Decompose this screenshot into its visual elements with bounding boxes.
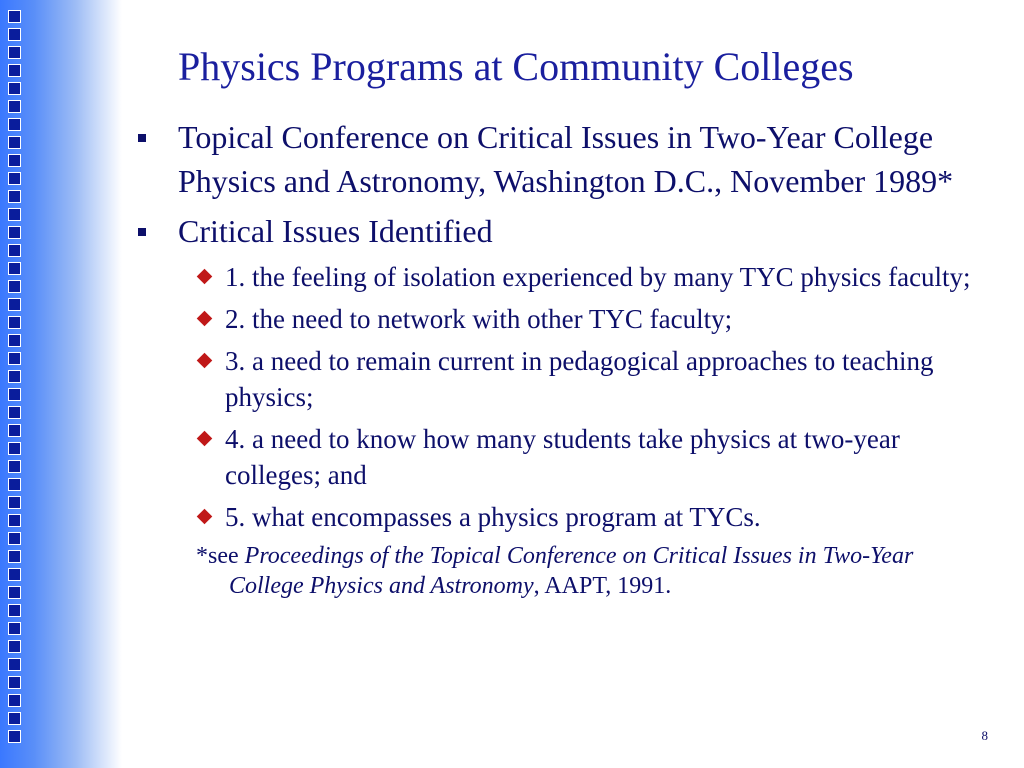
decorative-square bbox=[8, 712, 21, 725]
decorative-square bbox=[8, 478, 21, 491]
issue-item-text: 4. a need to know how many students take physics at two-year colleges; and bbox=[225, 424, 900, 490]
square-bullet-icon bbox=[138, 134, 146, 142]
decorative-square bbox=[8, 514, 21, 527]
footnote bbox=[196, 541, 989, 601]
decorative-square bbox=[8, 460, 21, 473]
decorative-square bbox=[8, 100, 21, 113]
decorative-square bbox=[8, 82, 21, 95]
diamond-bullet-icon bbox=[197, 353, 213, 369]
issue-item-1 bbox=[196, 259, 998, 295]
decorative-square bbox=[8, 586, 21, 599]
page-number: 8 bbox=[981, 728, 988, 743]
decorative-square bbox=[8, 622, 21, 635]
decorative-square bbox=[8, 64, 21, 77]
decorative-square bbox=[8, 730, 21, 743]
square-column-decoration bbox=[8, 10, 24, 748]
diamond-bullet-icon bbox=[197, 431, 213, 447]
issue-item-text: 2. the need to network with other TYC faculty; bbox=[225, 304, 733, 334]
footnote-title: Proceedings of the Topical Conference on Critical Issues in Two-Year College Physics and Astronomy bbox=[229, 543, 914, 599]
diamond-bullet-icon bbox=[197, 509, 213, 525]
decorative-square bbox=[8, 640, 21, 653]
bullet-conference-text: Topical Conference on Critical Issues in Two-Year College Physics and Astronomy, Washington D.C., November 1989* bbox=[178, 119, 954, 199]
decorative-square bbox=[8, 388, 21, 401]
decorative-square bbox=[8, 676, 21, 689]
decorative-square bbox=[8, 244, 21, 257]
decorative-square bbox=[8, 550, 21, 563]
decorative-square bbox=[8, 658, 21, 671]
issue-item-text: 1. the feeling of isolation experienced by many TYC physics faculty; bbox=[225, 262, 971, 292]
decorative-square bbox=[8, 406, 21, 419]
square-bullet-icon bbox=[138, 228, 146, 236]
diamond-bullet-icon bbox=[197, 311, 213, 327]
decorative-square bbox=[8, 532, 21, 545]
decorative-square bbox=[8, 352, 21, 365]
decorative-square bbox=[8, 280, 21, 293]
issue-item-2 bbox=[196, 301, 998, 337]
decorative-square bbox=[8, 262, 21, 275]
decorative-square bbox=[8, 604, 21, 617]
slide-content bbox=[138, 115, 998, 601]
issue-item-text: 3. a need to remain current in pedagogical approaches to teaching physics; bbox=[225, 346, 934, 412]
diamond-bullet-icon bbox=[197, 269, 213, 285]
decorative-square bbox=[8, 694, 21, 707]
decorative-square bbox=[8, 46, 21, 59]
decorative-square bbox=[8, 568, 21, 581]
decorative-square bbox=[8, 424, 21, 437]
decorative-square bbox=[8, 442, 21, 455]
issue-item-3 bbox=[196, 343, 998, 415]
decorative-square bbox=[8, 190, 21, 203]
decorative-square bbox=[8, 136, 21, 149]
decorative-square bbox=[8, 496, 21, 509]
footnote-prefix: *see bbox=[196, 543, 245, 569]
issue-item-5 bbox=[196, 499, 998, 535]
bullet-conference bbox=[138, 115, 998, 203]
footnote-suffix: , AAPT, 1991. bbox=[533, 573, 672, 599]
decorative-square bbox=[8, 208, 21, 221]
decorative-square bbox=[8, 172, 21, 185]
decorative-square bbox=[8, 10, 21, 23]
decorative-square bbox=[8, 298, 21, 311]
left-gradient-stripe bbox=[0, 0, 122, 768]
issue-item-4 bbox=[196, 421, 998, 493]
decorative-square bbox=[8, 154, 21, 167]
decorative-square bbox=[8, 316, 21, 329]
bullet-critical-issues-text: Critical Issues Identified bbox=[178, 213, 493, 249]
decorative-square bbox=[8, 334, 21, 347]
decorative-square bbox=[8, 370, 21, 383]
issue-item-text: 5. what encompasses a physics program at TYCs. bbox=[225, 502, 761, 532]
decorative-square bbox=[8, 118, 21, 131]
bullet-critical-issues bbox=[138, 209, 998, 253]
slide-title: Physics Programs at Community Colleges bbox=[178, 44, 854, 89]
decorative-square bbox=[8, 28, 21, 41]
decorative-square bbox=[8, 226, 21, 239]
